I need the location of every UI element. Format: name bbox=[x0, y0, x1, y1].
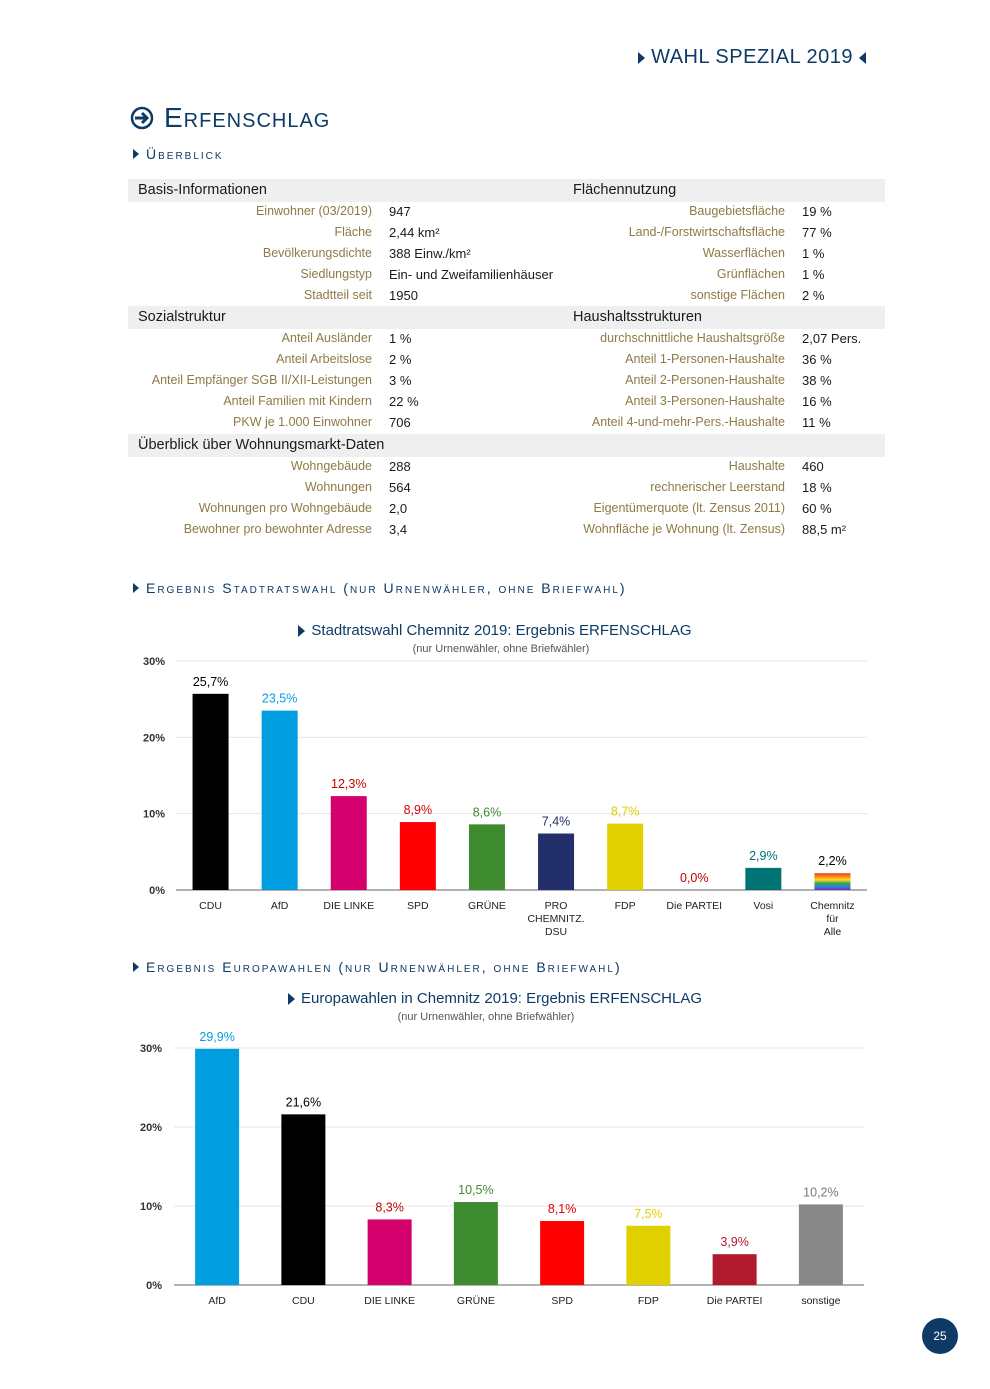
category-label: GRÜNE bbox=[456, 1295, 495, 1307]
row-value: 11 % bbox=[802, 415, 831, 430]
category-label: GRÜNE bbox=[467, 900, 506, 912]
category-label: Vosi bbox=[753, 900, 774, 912]
header-banner bbox=[638, 46, 866, 69]
chart1-subtitle: (nur Urnenwähler, ohne Briefwähler) bbox=[412, 643, 590, 655]
row-label: Land-/Forstwirtschaftsfläche bbox=[628, 225, 785, 239]
triangle-right-icon bbox=[638, 52, 645, 64]
row-label: Bewohner pro bewohnter Adresse bbox=[183, 522, 372, 536]
triangle-right-icon bbox=[298, 625, 305, 637]
table-header-flaeche: Flächennutzung bbox=[573, 182, 677, 198]
bar bbox=[713, 1254, 757, 1285]
row-label: sonstige Flächen bbox=[690, 288, 785, 302]
data-label: 2,9% bbox=[749, 848, 778, 863]
row-value: 18 % bbox=[802, 480, 832, 495]
row-label: PKW je 1.000 Einwohner bbox=[233, 415, 372, 429]
row-value: 1950 bbox=[389, 288, 418, 303]
data-label: 8,3% bbox=[375, 1200, 404, 1215]
bar bbox=[607, 824, 643, 890]
row-value: 2 % bbox=[389, 352, 412, 367]
row-label: Anteil 1-Personen-Haushalte bbox=[625, 352, 785, 366]
data-label: 2,2% bbox=[818, 854, 847, 869]
chart2-subtitle: (nur Urnenwähler, ohne Briefwähler) bbox=[397, 1011, 575, 1023]
row-value: 1 % bbox=[802, 267, 825, 282]
row-value: 36 % bbox=[802, 352, 832, 367]
triangle-right-icon bbox=[288, 993, 295, 1005]
data-label: 8,6% bbox=[472, 805, 502, 820]
row-value: 706 bbox=[389, 415, 411, 430]
bar bbox=[193, 694, 229, 890]
triangle-left-icon bbox=[859, 52, 866, 64]
data-label: 0,0% bbox=[680, 871, 709, 885]
triangle-right-icon bbox=[133, 583, 139, 593]
data-label: 25,7% bbox=[192, 674, 229, 689]
data-label: 8,1% bbox=[547, 1202, 577, 1217]
table-header-sozial: Sozialstruktur bbox=[138, 309, 226, 325]
bar bbox=[331, 796, 367, 890]
row-label: Wohngebäude bbox=[290, 459, 372, 473]
category-label: CDU bbox=[292, 1295, 315, 1307]
row-label: Einwohner (03/2019) bbox=[255, 204, 372, 218]
chart2-title-text: Europawahlen in Chemnitz 2019: Ergebnis ERFENSCHLAG bbox=[300, 990, 703, 1007]
row-value: 22 % bbox=[389, 394, 419, 409]
y-tick-label: 10% bbox=[139, 1201, 162, 1213]
row-value: 388 Einw./km² bbox=[389, 246, 471, 261]
category-label: SPD bbox=[407, 900, 429, 912]
y-tick-label: 10% bbox=[142, 808, 165, 821]
category-label: FDP bbox=[637, 1295, 659, 1307]
row-label: rechnerischer Leerstand bbox=[650, 480, 785, 494]
row-label: Wohnungen bbox=[304, 480, 372, 494]
row-value: Ein- und Zweifamilienhäuser bbox=[389, 267, 554, 282]
category-label: Chemnitz für Alle bbox=[810, 900, 855, 938]
y-tick-label: 30% bbox=[139, 1043, 162, 1055]
row-value: 60 % bbox=[802, 501, 832, 516]
category-label: sonstige bbox=[801, 1295, 841, 1307]
row-value: 2 % bbox=[802, 288, 825, 303]
section-stadtrat-text: Ergebnis Stadtratswahl (nur Urnenwähler, ohne Briefwahl) bbox=[146, 580, 627, 596]
bar bbox=[540, 1221, 584, 1285]
category-label: AfD bbox=[270, 900, 289, 912]
data-label: 7,4% bbox=[541, 814, 571, 829]
row-label: Anteil Empfänger SGB II/XII-Leistungen bbox=[151, 373, 372, 387]
row-label: Stadtteil seit bbox=[303, 288, 372, 302]
bar bbox=[538, 834, 574, 890]
table-header-wohnung: Überblick über Wohnungsmarkt-Daten bbox=[138, 437, 385, 453]
row-value: 19 % bbox=[802, 204, 832, 219]
chart1-title-text: Stadtratswahl Chemnitz 2019: Ergebnis ERFENSCHLAG bbox=[311, 622, 692, 639]
row-label: Anteil 4-und-mehr-Pers.-Haushalte bbox=[591, 415, 785, 429]
row-label: Anteil 2-Personen-Haushalte bbox=[625, 373, 785, 387]
category-label: DIE LINKE bbox=[364, 1295, 416, 1307]
row-value: 38 % bbox=[802, 373, 832, 388]
chart-stadtrat bbox=[0, 650, 990, 950]
category-label: PRO CHEMNITZ. DSU bbox=[527, 900, 585, 938]
data-label: 12,3% bbox=[331, 777, 367, 792]
bar bbox=[281, 1114, 325, 1285]
row-value: 2,44 km² bbox=[389, 225, 440, 240]
row-label: Baugebietsfläche bbox=[689, 204, 785, 218]
row-label: Haushalte bbox=[728, 459, 785, 473]
bar bbox=[745, 868, 781, 890]
y-tick-label: 20% bbox=[142, 732, 165, 745]
row-label: Anteil Arbeitslose bbox=[276, 352, 372, 366]
row-label: Fläche bbox=[334, 225, 372, 239]
table-header-row bbox=[128, 306, 885, 329]
data-label: 23,5% bbox=[261, 691, 298, 706]
row-value: 2,07 Pers. bbox=[802, 331, 862, 346]
row-value: 3,4 bbox=[389, 522, 408, 537]
row-value: 3 % bbox=[389, 373, 412, 388]
row-label: Anteil Ausländer bbox=[281, 331, 372, 345]
chart2-title bbox=[0, 990, 990, 1007]
table-header-haushalt: Haushaltsstrukturen bbox=[573, 309, 702, 325]
bar bbox=[195, 1049, 239, 1285]
data-label: 8,9% bbox=[403, 803, 433, 818]
bar bbox=[262, 711, 298, 890]
row-label: Eigentümerquote (lt. Zensus 2011) bbox=[593, 501, 785, 515]
data-label: 3,9% bbox=[720, 1235, 749, 1250]
data-label: 8,7% bbox=[610, 804, 640, 819]
category-label: SPD bbox=[551, 1295, 573, 1307]
y-tick-label: 0% bbox=[146, 1280, 162, 1292]
data-label: 10,2% bbox=[803, 1185, 839, 1200]
banner-text: WAHL SPEZIAL 2019 bbox=[651, 46, 853, 68]
row-value: 564 bbox=[389, 480, 411, 495]
bar bbox=[626, 1226, 670, 1285]
section-stadtrat bbox=[133, 580, 627, 596]
page-number: 25 bbox=[922, 1318, 958, 1354]
category-label: CDU bbox=[199, 900, 222, 912]
page-title bbox=[130, 102, 330, 134]
section-europa-text: Ergebnis Europawahlen (nur Urnenwähler, ohne Briefwahl) bbox=[146, 959, 622, 975]
category-label: Die PARTEI bbox=[666, 900, 723, 912]
chart1-title bbox=[0, 622, 990, 639]
chart-europa bbox=[0, 1020, 990, 1320]
row-value: 1 % bbox=[389, 331, 412, 346]
category-label: DIE LINKE bbox=[323, 900, 375, 912]
bar bbox=[368, 1219, 412, 1285]
row-label: Wohnfläche je Wohnung (lt. Zensus) bbox=[583, 522, 785, 536]
section-overview-text: Überblick bbox=[146, 146, 224, 162]
bar bbox=[400, 822, 436, 890]
row-value: 288 bbox=[389, 459, 411, 474]
row-value: 88,5 m² bbox=[802, 522, 847, 537]
row-label: Anteil 3-Personen-Haushalte bbox=[625, 394, 785, 408]
triangle-right-icon bbox=[133, 149, 139, 159]
row-value: 16 % bbox=[802, 394, 832, 409]
y-tick-label: 20% bbox=[139, 1122, 162, 1134]
data-label: 7,5% bbox=[634, 1206, 663, 1221]
triangle-right-icon bbox=[133, 962, 139, 972]
bar bbox=[469, 824, 505, 890]
page-title-text: Erfenschlag bbox=[164, 102, 331, 133]
table-header-basis: Basis-Informationen bbox=[138, 182, 267, 198]
row-value: 2,0 bbox=[389, 501, 408, 516]
bar bbox=[814, 873, 850, 890]
category-label: Die PARTEI bbox=[706, 1295, 763, 1307]
arrow-circle-icon bbox=[130, 106, 154, 130]
y-tick-label: 0% bbox=[149, 885, 165, 897]
section-europa bbox=[133, 959, 622, 975]
row-value: 77 % bbox=[802, 225, 832, 240]
bar bbox=[454, 1202, 498, 1285]
row-label: durchschnittliche Haushaltsgröße bbox=[600, 331, 785, 345]
category-label: AfD bbox=[208, 1295, 226, 1307]
bar bbox=[799, 1204, 843, 1285]
row-label: Wasserflächen bbox=[702, 246, 785, 260]
row-label: Anteil Familien mit Kindern bbox=[223, 394, 372, 408]
row-label: Siedlungstyp bbox=[300, 267, 372, 281]
y-tick-label: 30% bbox=[142, 656, 165, 668]
data-label: 21,6% bbox=[285, 1095, 322, 1110]
row-value: 947 bbox=[389, 204, 411, 219]
row-value: 1 % bbox=[802, 246, 825, 261]
section-overview bbox=[133, 146, 224, 162]
category-label: FDP bbox=[614, 900, 636, 912]
data-label: 10,5% bbox=[458, 1183, 494, 1198]
row-label: Grünflächen bbox=[716, 267, 785, 281]
row-value: 460 bbox=[802, 459, 824, 474]
row-label: Wohnungen pro Wohngebäude bbox=[198, 501, 372, 515]
row-label: Bevölkerungsdichte bbox=[262, 246, 372, 260]
data-label: 29,9% bbox=[199, 1029, 235, 1044]
